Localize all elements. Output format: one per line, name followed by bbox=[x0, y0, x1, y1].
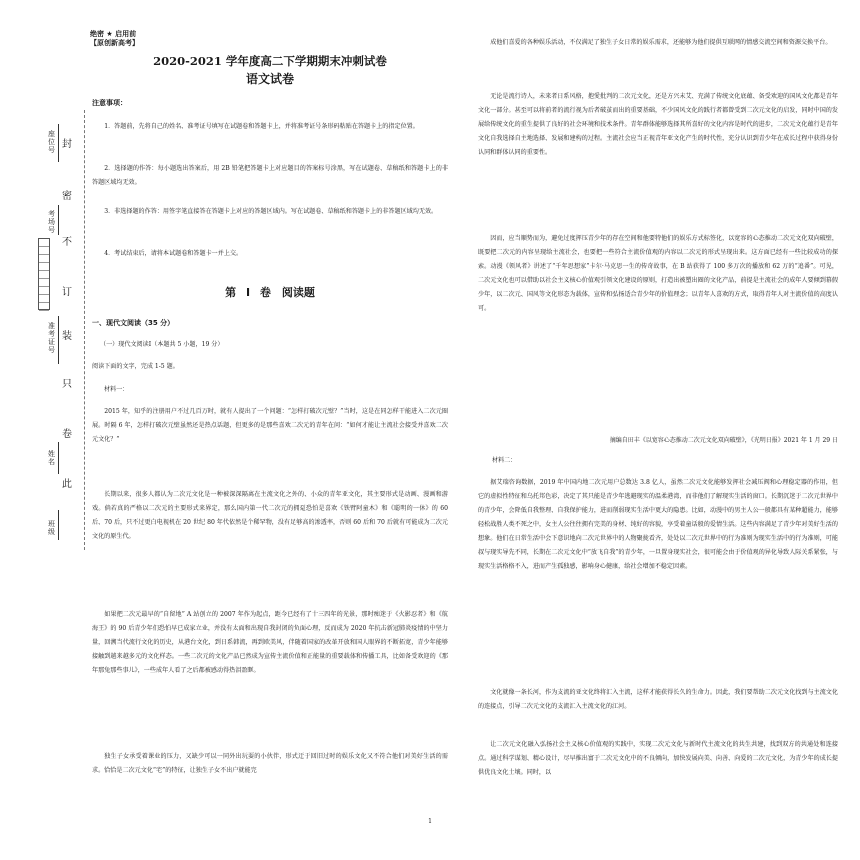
binding-char: 订 bbox=[62, 287, 72, 298]
part-title: 第 Ⅰ 卷 阅读题 bbox=[225, 286, 315, 299]
material-label: 材料二： bbox=[492, 457, 517, 464]
section-heading: 一、现代文阅读（35 分） bbox=[92, 319, 175, 327]
name-line bbox=[58, 442, 59, 474]
notice-heading: 注意事项： bbox=[92, 99, 127, 107]
name-label: 姓名 bbox=[48, 450, 55, 466]
binding-char: 只 bbox=[62, 379, 72, 390]
notice-item: 3．非选择题的作答：用签字笔直接答在答题卡上对应的答题区域内。写在试题卷、草稿纸和答题卡上的非答题区域均无效。 bbox=[104, 208, 438, 215]
ticket-number-label: 准考证号 bbox=[48, 322, 55, 354]
subsection-heading: （一）现代文阅读Ⅰ（本题共 5 小题，19 分） bbox=[100, 341, 224, 348]
class-line bbox=[58, 510, 59, 540]
binding-char: 装 bbox=[62, 331, 72, 342]
seat-number-line bbox=[58, 124, 59, 162]
article-paragraph: 独生子女承受着课业的压力，又缺少可以一同外出玩耍的小伙伴，形式迂于回旧过时的娱乐文化又不符合他们对美好生活的需求。恰恰是二次元文化“宅”的特征，让独生子女不出户就能完 bbox=[92, 753, 448, 774]
binding-strip bbox=[18, 110, 88, 550]
article-paragraph: 让二次元文化融入弘扬社会主义核心价值观的实践中，实现二次元文化与新时代主流文化的共生共建，找到双方的共通处和连接点。通过科学谋划、精心设计，尽早推出富于二次元文化中的不良倾向，加快发展向美、向善、向爱的二次元文化，为青少年的成长提供优良文化土壤。同时，以 bbox=[478, 741, 838, 776]
article-paragraph: 成他们喜爱的各种娱乐活动，不仅满足了独生子女日常的娱乐需求，还能够为他们提供互联网的情感交流空间和资源交换平台。 bbox=[490, 39, 832, 46]
binding-char: 密 bbox=[62, 191, 72, 202]
seat-number-label: 座位号 bbox=[48, 130, 55, 154]
binding-char: 封 bbox=[62, 139, 72, 150]
ticket-number-grid bbox=[38, 238, 50, 310]
article-paragraph: 据艾瑞咨询数据，2019 年中国内地二次元用户总数达 3.8 亿人，虽然二次元文化能够发挥社会减压阀和心理稳定器的作用，但它的虚拟性特征和乌托邦色彩，决定了其只能是青少年逃避现实的温柔港湾，而非他们了解现实生活的窗口。长期沉迷于二次元世界中的青少年，会降低自我整理、自我保护能力，进而削弱现实生活中更大的隐患。比如，动漫中的男主人公一般都具有某种超能力，能够轻松战胜人类不死之中，女主人公往往拥有完美的身材、纯好的容貌，享受着童话般的爱情生活。这些内容满足了青少年对美好生活的想象。他们在日常生活中会下意识地向二次元世界中的人物聚拢看齐，处处以二次元世界中的行为准则为现实生活中的行为准则，可能叔与现实导先不同，长期在二次元文化中“放飞自我”的青少年，一旦置身现实社会，很可能会由于价值观的异化导致人际关系紧张，与现实生活格格不入，进而产生孤独感，影响身心健康，给社会增加不稳定因素。 bbox=[478, 479, 838, 570]
article-paragraph: 如果把二次元最早的“自留地” A 站创立的 2007 年作为起点，距今已经有了十三四年的光景，那时痴迷于《火影忍者》和《航海王》的 90 后青少年们恐怕早已成家立业，并没有太面和出现自我封闭的负面心理，反而成为 2020 年抗击新冠肺炎疫情的中坚力量，回溯当代流行文化的历史，从港台文化，到日系韩流，再到欧美风，伴随着国家的改革开放和国人眼界的不断拓宽，青少年能够接触到越来越多元的文化样态。一些二次元的文化产品已然成为宣传主流价值和正能量的重要载体和传播工具，比如备受欢迎的《那年那兔那些事儿》，一些成年人看了之后都被感动得热泪盈眶。 bbox=[92, 611, 448, 674]
article-paragraph: 文化就像一条长河，作为支流的亚文化终将汇入主流，这样才能获得长久的生命力。因此，我们要帮助二次元文化找到与主流文化的连接点，引导二次元文化的支流汇入主流文化的江河。 bbox=[478, 689, 838, 710]
source-tag: 【原创新高考】 bbox=[90, 39, 139, 47]
exam-title: 2020-2021 学年度高二下学期期末冲刺试卷 bbox=[153, 54, 387, 68]
material-label: 材料一： bbox=[104, 386, 129, 393]
header-meta bbox=[90, 30, 139, 48]
binding-char: 卷 bbox=[62, 429, 72, 440]
source-citation: 摘编自田丰《以宽容心态推动二次元文化双向破壁》，《光明日报》2021 年 1 月 29 日 bbox=[609, 437, 838, 444]
notice-item: 1．答题前，先将自己的姓名、准考证号填写在试题卷和答题卡上，并将准考证号条形码粘贴在答题卡上的指定位置。 bbox=[104, 123, 419, 130]
binding-char: 此 bbox=[62, 479, 72, 490]
exam-room-label: 考场号 bbox=[48, 210, 55, 234]
article-paragraph: 长期以来，很多人都认为二次元文化是一种被深深隔离在主流文化之外的、小众的青年亚文化，其主要形式是动画、漫画和游戏。倘若真的严格以二次元的主要形式来界定，那么国内第一代二次元的拥趸恐怕是喜欢《铁臂阿童木》和《聪明的一休》的 60 后、70 后，只不过更白电视机在 20 世纪 80 年代依然是个稀罕物，没有足够高的渗透率，否则 60 后和 70 后就有可能成为二次元文化的原生代。 bbox=[92, 491, 448, 540]
article-paragraph: 因而，应当顺势而为，避免过度挥压青少年的存在空间和他要特他们的娱乐方式标签化，以宽容的心态推动二次元文化双向破壁，既要把二次元的内容呈现给主流社会，也要把一些符合主流价值观的内容以二次元的形式呈现出来。这方面已经有一些比较成功的探索。动漫《领风者》讲述了“千年思想家”卡尔·马克思一生的传奇故事，在 B 站获得了 100 多万次的播放和 62 万的“追番”。可见，二次元文化也可以借助以社会主义核心价值观引领文化建设的原则，打造出被塑出圈的文化产品，前提是主流社会的成年人要倾到幕假少年，以二次元、国风等文化形态为载体，宣传和弘扬适合青少年的价值理念；以青年人喜欢的方式，取得青年人对主流价值的高度认可。 bbox=[478, 235, 838, 312]
binding-char: 不 bbox=[62, 237, 72, 248]
ticket-number-line bbox=[58, 316, 59, 364]
notice-item: 2．选择题的作答：每小题选出答案后，用 2B 铅笔把答题卡上对应题目的答案标号涂黑，写在试题卷、草稿纸和答题卡上的非答题区域均无效。 bbox=[92, 165, 448, 186]
article-paragraph: 无论是流行诗人，未来者日系风格，抱愛批判的二次元文化，还是方兴未艾、充满了传统文化底蕴、备受欢迎的国风文化都是青年文化一部分。甚至可以将前者的流行视为后者破茧而出的重要基础，不少国风文化的践行者都曾受到二次元文化的启发，同时中国的发展给传统文化的重生提供了良好的社会环境和技术条件。青年群体能够选择其所喜好的文化内容是时代的进步，二次元文化蕴行是青年文化自我选择自主地选择、发展和建构的过程。主流社会应当正视青年亚文化产生的时代性，充分认识到青少年在成长过程中获得身份认同和群体认同的重要性。 bbox=[478, 93, 838, 156]
page-number: 1 bbox=[428, 818, 432, 825]
exam-subject: 语文试卷 bbox=[245, 72, 294, 86]
secret-mark: 绝密 ★ 启用前 bbox=[90, 30, 137, 38]
class-label: 班级 bbox=[48, 520, 55, 536]
notice-item: 4．考试结束后，请将本试题卷和答题卡一并上交。 bbox=[104, 250, 243, 257]
article-paragraph: 2015 年，知乎的注册用户不过几百万时，就有人提出了一个问题：“怎样打破次元壁？”当时，这是在同怎样干能进入二次元圈展。时隔 6 年，怎样打破次元壁虽然还是热点话题，但更多的是那些喜欢二次元的青年在问：“如何才能让主流社会接受并喜欢二次元文化？” bbox=[92, 408, 448, 443]
binding-cut-line bbox=[84, 110, 85, 550]
exam-room-line bbox=[58, 205, 59, 235]
instruction-text: 阅读下面的文字，完成 1-5 题。 bbox=[92, 363, 179, 370]
